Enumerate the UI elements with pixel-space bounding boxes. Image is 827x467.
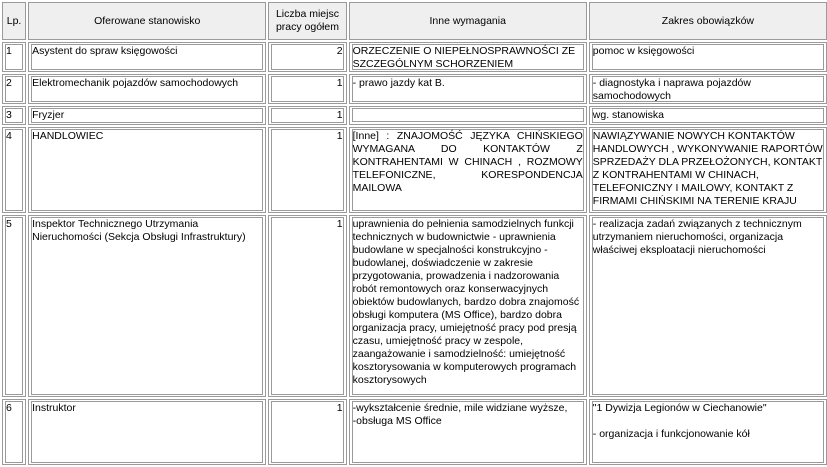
- table-row: [2, 42, 827, 72]
- table-header-row: [2, 2, 827, 40]
- table-row: [2, 127, 827, 213]
- table-row: [2, 74, 827, 104]
- row-duties: NAWIĄZYWANIE NOWYCH KONTAKTÓW HANDLOWYCH , WYKONYWANIE RAPORTÓW SPRZEDAŻY DLA PRZEŁOŻONYCH, KONTAKT Z KONTRAHENTAMI W CHINACH, TELEFONICZNY I MAILOWY, KONTAKT Z FIRMAMI CHIŃSKIMI NA TERENIE KRAJU: [589, 127, 827, 213]
- row-lp: 4: [2, 127, 26, 213]
- row-count: 2: [268, 42, 346, 72]
- row-count: 1: [268, 215, 346, 397]
- row-position: Asystent do spraw księgowości: [28, 42, 266, 72]
- row-lp: 3: [2, 106, 26, 125]
- row-position: Instruktor: [28, 399, 266, 465]
- row-duties: - diagnostyka i naprawa pojazdów samochodowych: [589, 74, 827, 104]
- row-position: HANDLOWIEC: [28, 127, 266, 213]
- header-position: Oferowane stanowisko: [28, 2, 266, 40]
- row-lp: 5: [2, 215, 26, 397]
- row-duties: [589, 399, 827, 465]
- table-row: [2, 106, 827, 125]
- row-lp: 2: [2, 74, 26, 104]
- duty-line: - organizacja i funkcjonowanie kół: [592, 428, 750, 440]
- row-position: Inspektor Technicznego Utrzymania Nieruchomości (Sekcja Obsługi Infrastruktury): [28, 215, 266, 397]
- row-position: Elektromechanik pojazdów samochodowych: [28, 74, 266, 104]
- row-requirements: - prawo jazdy kat B.: [349, 74, 587, 104]
- row-lp: 6: [2, 399, 26, 465]
- row-requirements: [349, 399, 587, 465]
- row-requirements: ORZECZENIE O NIEPEŁNOSPRAWNOŚCI ZE SZCZEGÓLNYM SCHORZENIEM: [349, 42, 587, 72]
- row-lp: 1: [2, 42, 26, 72]
- requirement-line: -wykształcenie średnie, mile widziane wyższe,: [352, 402, 568, 414]
- row-duties: pomoc w księgowości: [589, 42, 827, 72]
- row-duties: - realizacja zadań związanych z technicznym utrzymaniem nieruchomości, organizacja właściwej eksploatacji nieruchomości: [589, 215, 827, 397]
- requirement-line: -obsługa MS Office: [352, 415, 442, 427]
- row-position: Fryzjer: [28, 106, 266, 125]
- row-count: 1: [268, 106, 346, 125]
- row-requirements: [349, 106, 587, 125]
- row-count: 1: [268, 74, 346, 104]
- row-requirements: uprawnienia do pełnienia samodzielnych funkcji technicznych w budownictwie - uprawnienia budowlane w specjalności konstrukcyjno - budowlanej, doświadczenie w zakresie przygotowania, prowadzenia i nadzorowania robót remontowych oraz konserwacyjnych obiektów budowlanych, bardzo dobra znajomość obsługi komputera (MS Office), bardzo dobra organizacja pracy, umiejętność pracy pod presją czasu, umiejętność pracy w zespole, zaangażowanie i samodzielność: umiejętność kosztorysowania w komputerowych programach kosztorysowych: [349, 215, 587, 397]
- duty-line: "1 Dywizja Legionów w Ciechanowie": [592, 402, 767, 414]
- header-count: Liczba miejsc pracy ogółem: [268, 2, 346, 40]
- row-requirements: [Inne] : ZNAJOMOŚĆ JĘZYKA CHIŃSKIEGO WYMAGANA DO KONTAKTÓW Z KONTRAHENTAMI W CHINACH , ROZMOWY TELEFONICZNE, KORESPONDENCJA MAILOWA: [349, 127, 587, 213]
- header-duties: Zakres obowiązków: [589, 2, 827, 40]
- row-count: 1: [268, 399, 346, 465]
- header-requirements: Inne wymagania: [349, 2, 587, 40]
- row-duties: wg. stanowiska: [589, 106, 827, 125]
- header-lp: Lp.: [2, 2, 26, 40]
- row-count: 1: [268, 127, 346, 213]
- table-row: [2, 215, 827, 397]
- table-row: [2, 399, 827, 465]
